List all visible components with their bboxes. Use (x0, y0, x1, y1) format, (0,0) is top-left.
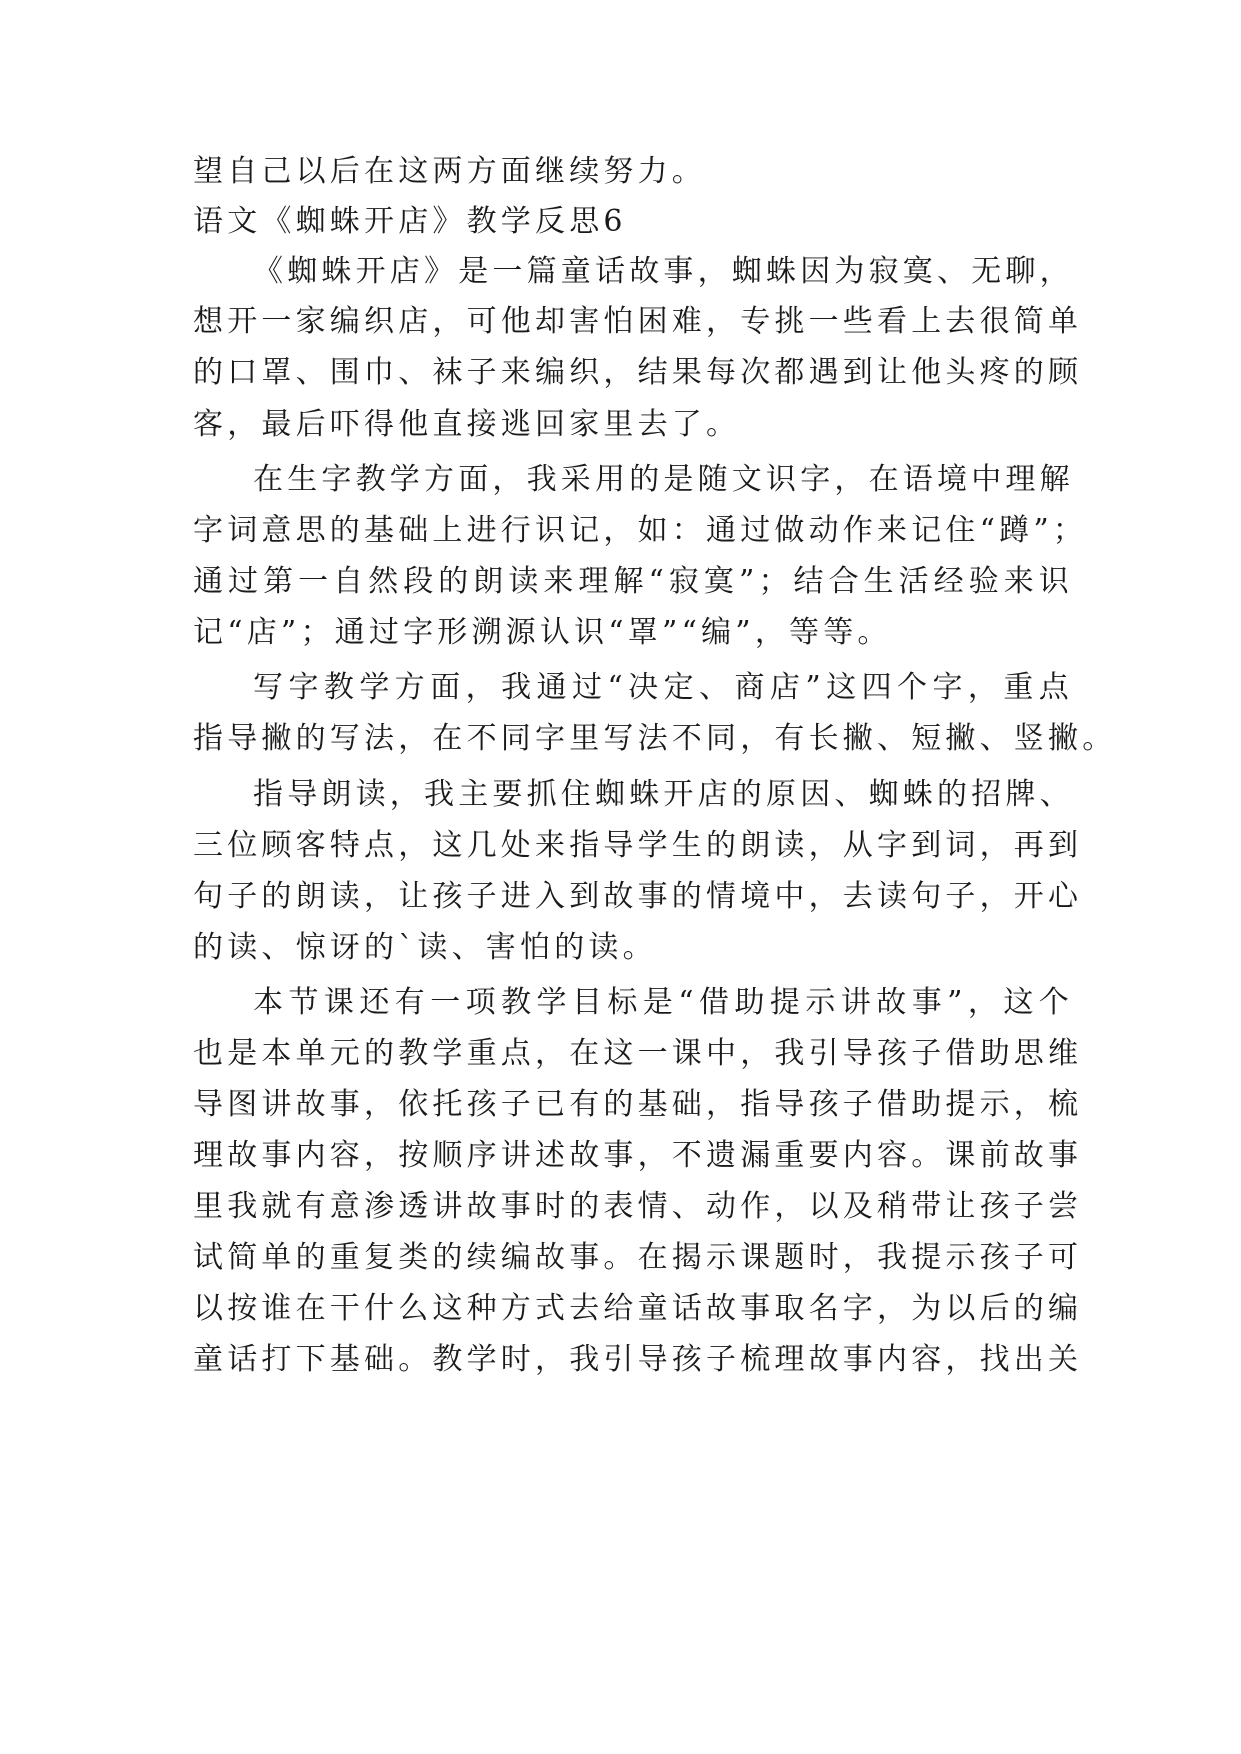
paragraph-line: 指导撇的写法，在不同字里写法不同，有长撇、短撇、竖撇。 (193, 721, 1117, 756)
paragraph-line: 导图讲故事，依托孩子已有的基础，指导孩子借助提示，梳 (193, 1087, 1083, 1122)
section-heading: 语文《蜘蛛开店》教学反思6 (193, 204, 627, 239)
paragraph-line: 字词意思的基础上进行识记，如：通过做动作来记住“蹲”； (193, 513, 1088, 548)
paragraph-line: 想开一家编织店，可他却害怕困难，专挑一些看上去很简单 (193, 304, 1083, 339)
paragraph-line: 本节课还有一项教学目标是“借助提示讲故事”，这个 (253, 985, 1073, 1020)
paragraph-line: 客，最后吓得他直接逃回家里去了。 (193, 407, 741, 442)
paragraph-line: 写字教学方面，我通过“决定、商店”这四个字，重点 (253, 670, 1073, 705)
paragraph-line: 望自己以后在这两方面继续努力。 (193, 154, 706, 189)
paragraph-line: 理故事内容，按顺序讲述故事，不遗漏重要内容。课前故事 (193, 1138, 1083, 1173)
paragraph-line: 记“店”；通过字形溯源认识“罩”“编”，等等。 (193, 615, 892, 650)
paragraph-line: 试简单的重复类的续编故事。在揭示课题时，我提示孩子可 (193, 1240, 1083, 1275)
paragraph-line: 童话打下基础。教学时，我引导孩子梳理故事内容，找出关 (193, 1342, 1083, 1377)
paragraph-line: 以按谁在干什么这种方式去给童话故事取名字，为以后的编 (193, 1291, 1083, 1326)
paragraph-line: 《蜘蛛开店》是一篇童话故事，蜘蛛因为寂寞、无聊， (253, 254, 1074, 289)
paragraph-line: 三位顾客特点，这几处来指导学生的朗读，从字到词，再到 (193, 828, 1083, 863)
paragraph-line: 的口罩、围巾、袜子来编织，结果每次都遇到让他头疼的顾 (193, 355, 1083, 390)
paragraph-line: 通过第一自然段的朗读来理解“寂寞”；结合生活经验来识 (193, 564, 1073, 599)
paragraph-line: 在生字教学方面，我采用的是随文识字，在语境中理解 (253, 462, 1074, 497)
paragraph-line: 也是本单元的教学重点，在这一课中，我引导孩子借助思维 (193, 1036, 1083, 1071)
paragraph-line: 的读、惊讶的`读、害怕的读。 (193, 930, 657, 965)
paragraph-line: 里我就有意渗透讲故事时的表情、动作，以及稍带让孩子尝 (193, 1189, 1083, 1224)
paragraph-line: 指导朗读，我主要抓住蜘蛛开店的原因、蜘蛛的招牌、 (253, 777, 1074, 812)
paragraph-line: 句子的朗读，让孩子进入到故事的情境中，去读句子，开心 (193, 879, 1083, 914)
